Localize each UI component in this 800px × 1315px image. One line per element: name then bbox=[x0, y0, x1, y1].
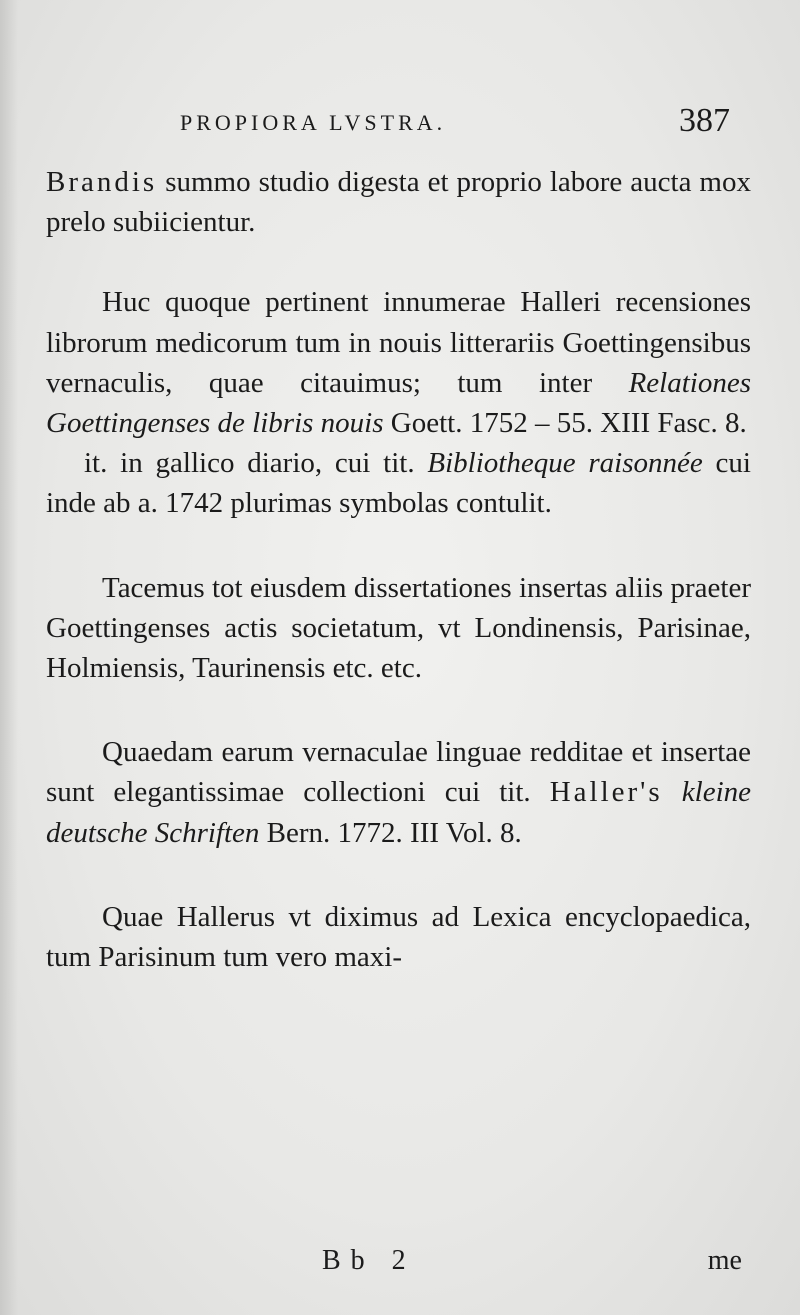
paragraph-gap bbox=[46, 242, 751, 282]
paragraph-text: summo studio digesta et proprio labore aucta mox prelo subiicientur. bbox=[46, 166, 751, 239]
paragraph-1 bbox=[46, 162, 751, 242]
body-text bbox=[46, 162, 751, 977]
spaced-author: Haller's bbox=[549, 776, 663, 809]
italic-title: kleine deutsche Schriften bbox=[46, 776, 752, 849]
paragraph-text: Tacemus tot eiusdem dissertationes insertas aliis praeter Goettingenses actis societatum, vt Londinensis, Parisinae, Holmiensis, Taurinensis etc. etc. bbox=[46, 571, 751, 685]
page-footer bbox=[0, 1245, 800, 1285]
paragraph-2 bbox=[46, 282, 751, 443]
paragraph-text: cui inde ab a. 1742 plurimas symbolas contulit. bbox=[46, 447, 751, 520]
paragraph-text: Quae Hallerus vt diximus ad Lexica encyclopaedica, tum Parisinum tum vero maxi- bbox=[46, 900, 751, 974]
catchword: me bbox=[707, 1245, 742, 1276]
paragraph-gap bbox=[46, 853, 751, 897]
page-edge-shadow bbox=[0, 0, 18, 1315]
paragraph-text: Goett. 1752 – 55. XIII Fasc. 8. bbox=[383, 407, 747, 440]
paragraph-text: it. in gallico diario, cui tit. bbox=[84, 447, 428, 480]
italic-title: Relationes Goettingenses de libris nouis bbox=[46, 366, 751, 440]
page-number: 387 bbox=[679, 102, 730, 139]
paragraph-3 bbox=[46, 443, 751, 523]
italic-title: Bibliotheque raisonnée bbox=[427, 447, 703, 480]
paragraph-text: Huc quoque pertinent innumerae Halleri recensiones librorum medicorum tum in nouis litterariis Goettingensibus vernaculis, quae citauimus; tum inter bbox=[46, 286, 751, 399]
paragraph-4 bbox=[46, 568, 751, 689]
paragraph-text: Bern. 1772. III Vol. 8. bbox=[259, 816, 522, 849]
paragraph-text: Quaedam earum vernaculae linguae redditae et insertae sunt elegantissimae collectioni cui tit. bbox=[46, 736, 751, 809]
paragraph-gap bbox=[46, 688, 751, 732]
running-header bbox=[180, 110, 680, 150]
paragraph-5 bbox=[46, 732, 751, 853]
paragraph-gap bbox=[46, 524, 751, 568]
lead-word: Brandis bbox=[46, 166, 158, 198]
signature-mark: Bb 2 bbox=[322, 1245, 416, 1276]
paragraph-6 bbox=[46, 897, 751, 977]
running-title: PROPIORA LVSTRA. bbox=[180, 110, 447, 135]
